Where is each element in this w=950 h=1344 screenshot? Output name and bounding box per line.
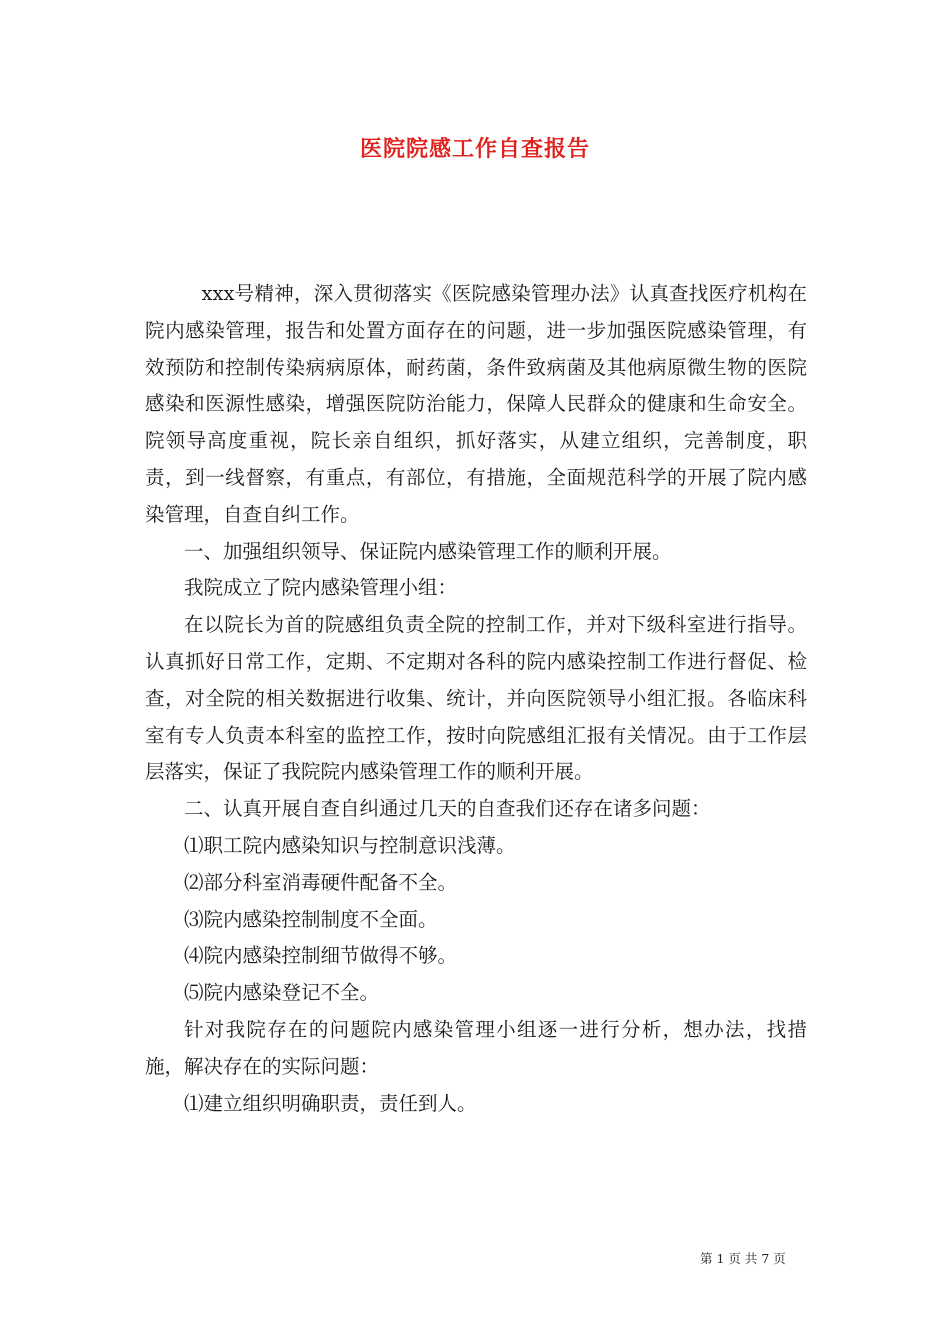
paragraph: 我院成立了院内感染管理小组： <box>184 576 458 600</box>
section-heading: 二、认真开展自查自纠通过几天的自查我们还存在诸多问题： <box>184 797 711 821</box>
section-heading: 一、加强组织领导、保证院内感染管理工作的顺利开展。 <box>184 539 672 563</box>
paragraph: 在以院长为首的院感组负责全院的控制工作，并对下级科室进行指导。认真抓好日常工作，定期、不定期对各科的院内感染控制工作进行督促、检查，对全院的相关数据进行收集、统计，并向医院领导小组汇报。各临床科室有专人负责本科室的监控工作，按时向院感组汇报有关情况。由于工作层层落实，保证了我院院内感染管理工作的顺利开展。 <box>145 613 807 784</box>
list-item: ⑵部分科室消毒硬件配备不全。 <box>184 870 458 894</box>
list-item: ⑴建立组织明确职责，责任到人。 <box>184 1091 477 1115</box>
page-number: 第 1 页 共 7 页 <box>700 1251 786 1266</box>
paragraph: 针对我院存在的问题院内感染管理小组逐一进行分析，想办法，找措施，解决存在的实际问题： <box>145 1017 807 1078</box>
list-item: ⑷院内感染控制细节做得不够。 <box>184 944 458 968</box>
document-title: 医院院感工作自查报告 <box>359 136 590 162</box>
list-item: ⑸院内感染登记不全。 <box>184 981 380 1005</box>
document-body <box>145 276 807 1122</box>
list-item: ⑶院内感染控制制度不全面。 <box>184 907 438 931</box>
paragraph: xxx号精神，深入贯彻落实《医院感染管理办法》认真查找医疗机构在院内感染管理，报告和处置方面存在的问题，进一步加强医院感染管理，有效预防和控制传染病病原体，耐药菌，条件致病菌及其他病原微生物的医院感染和医源性感染，增强医院防治能力，保障人民群众的健康和生命安全。院领导高度重视，院长亲自组织，抓好落实，从建立组织，完善制度，职责，到一线督察，有重点，有部位，有措施，全面规范科学的开展了院内感染管理，自查自纠工作。 <box>145 282 807 526</box>
list-item: ⑴职工院内感染知识与控制意识浅薄。 <box>184 833 516 857</box>
